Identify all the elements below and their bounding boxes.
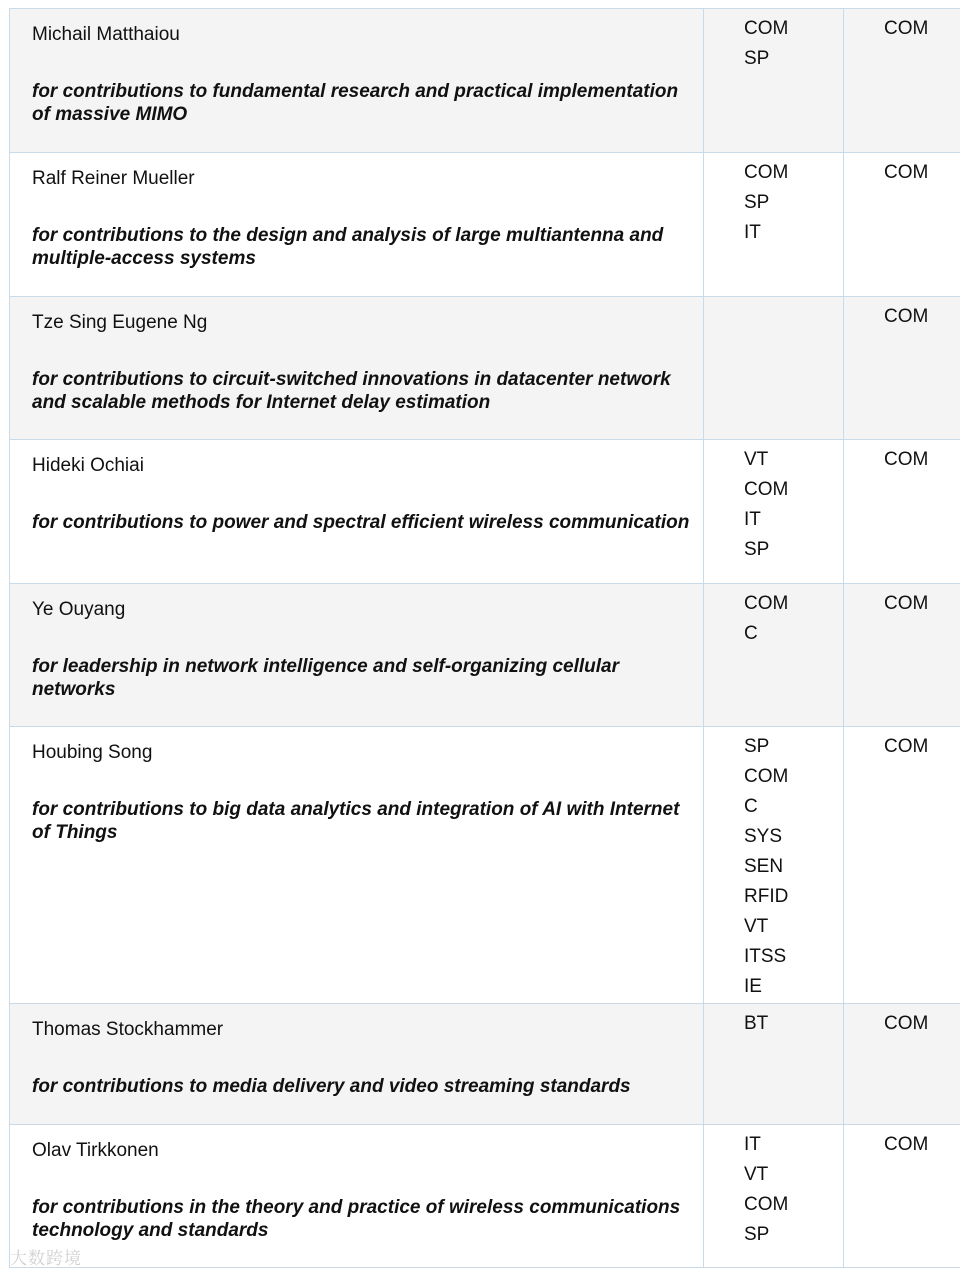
table-row [10,584,960,727]
society-cell [704,297,844,440]
fellow-name: Olav Tirkkonen [32,1140,159,1161]
society-code: IT [744,1134,761,1155]
fellow-cell [10,297,704,440]
fellow-name: Michail Matthaiou [32,24,180,45]
section-cell [844,727,960,1004]
fellow-name: Tze Sing Eugene Ng [32,312,208,333]
section-cell [844,584,960,727]
table-row [10,9,960,153]
society-cell [704,153,844,297]
society-code: SP [744,48,770,69]
society-code: VT [744,449,769,470]
table-row [10,153,960,297]
society-code: SYS [744,826,783,847]
society-code: COM [744,766,789,787]
society-code: VT [744,916,769,937]
fellow-cell [10,1004,704,1125]
society-cell [704,1125,844,1268]
table-row [10,1004,960,1125]
society-code: VT [744,1164,769,1185]
fellow-citation: for contributions to circuit-switched innovations in datacenter network and scalable methods for Internet delay estimation [32,369,671,413]
society-code: COM [744,1194,789,1215]
fellow-citation: for contributions to the design and analysis of large multiantenna and multiple-access systems [32,225,664,269]
fellows-table [9,8,960,1268]
section-code: COM [884,306,929,327]
section-cell [844,1004,960,1125]
fellow-name: Houbing Song [32,742,153,763]
table-row [10,1125,960,1268]
society-code: COM [744,162,789,183]
society-code: SP [744,736,770,757]
section-code: COM [884,449,929,470]
fellow-cell [10,584,704,727]
table-row [10,440,960,584]
society-code: COM [744,479,789,500]
fellow-name: Hideki Ochiai [32,455,144,476]
society-code: SP [744,539,770,560]
society-code: IE [744,976,762,997]
society-code: COM [744,593,789,614]
table-row [10,297,960,440]
section-cell [844,153,960,297]
section-cell [844,297,960,440]
section-code: COM [884,593,929,614]
fellow-cell [10,9,704,153]
watermark-text: 大数跨境 [10,1249,82,1268]
fellow-name: Ralf Reiner Mueller [32,168,195,189]
society-code: COM [744,18,789,39]
fellow-cell [10,727,704,1004]
fellow-cell [10,1125,704,1268]
fellow-citation: for contributions to media delivery and video streaming standards [32,1076,631,1097]
society-code: BT [744,1013,769,1034]
society-code: C [744,623,758,644]
society-code: IT [744,509,761,530]
fellow-citation: for contributions in the theory and practice of wireless communications technology and standards [32,1197,681,1241]
fellow-citation: for contributions to fundamental research and practical implementation of massive MIMO [32,81,679,125]
fellow-citation: for leadership in network intelligence and self-organizing cellular networks [32,656,620,700]
fellow-name: Thomas Stockhammer [32,1019,224,1040]
section-cell [844,9,960,153]
society-code: SP [744,192,770,213]
society-cell [704,440,844,584]
society-code: SP [744,1224,770,1245]
society-code: SEN [744,856,784,877]
fellow-citation: for contributions to power and spectral efficient wireless communication [32,512,690,533]
society-cell [704,584,844,727]
society-cell [704,9,844,153]
society-cell [704,727,844,1004]
society-code: IT [744,222,761,243]
section-cell [844,440,960,584]
section-cell [844,1125,960,1268]
society-code: ITSS [744,946,787,967]
section-code: COM [884,1134,929,1155]
fellow-cell [10,440,704,584]
society-code: RFID [744,886,789,907]
fellow-cell [10,153,704,297]
table-row [10,727,960,1004]
fellow-citation: for contributions to big data analytics and integration of AI with Internet of Things [32,799,680,843]
section-code: COM [884,162,929,183]
society-code: C [744,796,758,817]
section-code: COM [884,1013,929,1034]
fellow-name: Ye Ouyang [32,599,126,620]
section-code: COM [884,18,929,39]
society-cell [704,1004,844,1125]
section-code: COM [884,736,929,757]
